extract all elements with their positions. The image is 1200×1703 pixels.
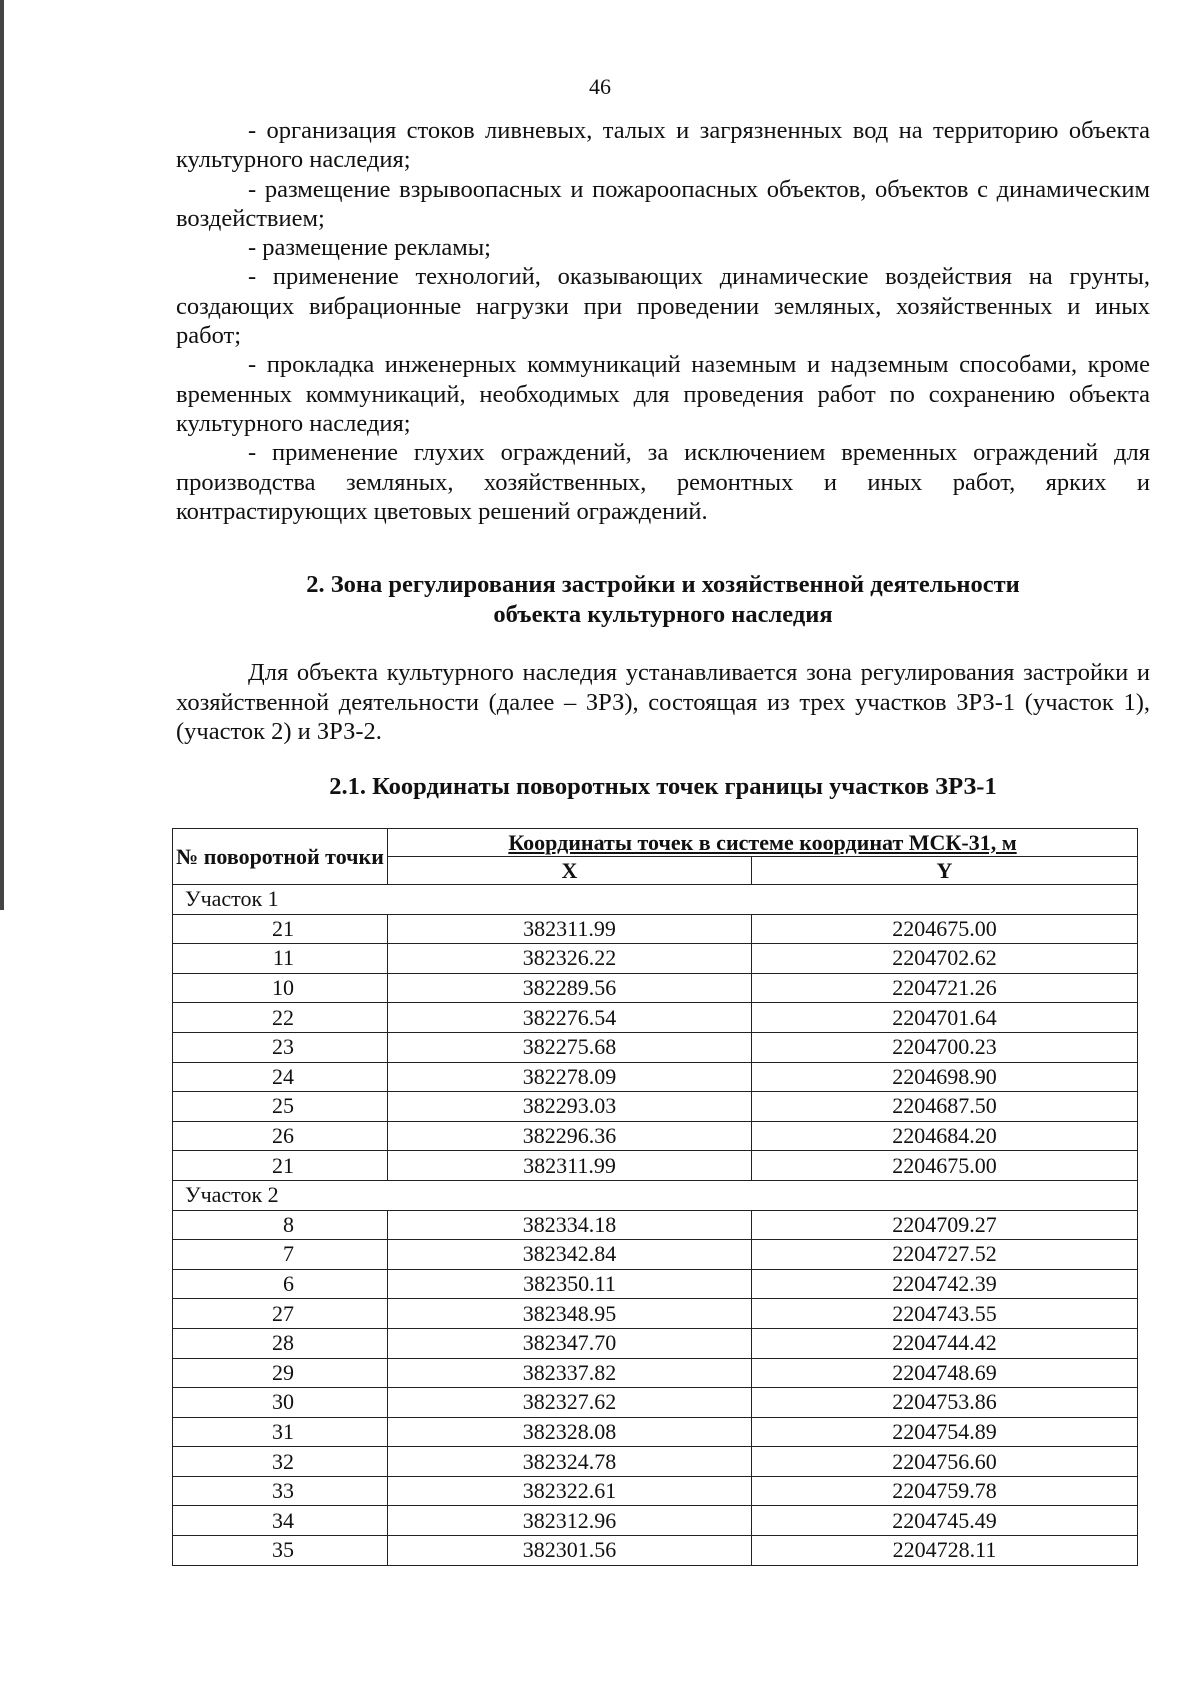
y-coordinate-cell: 2204687.50 — [752, 1092, 1138, 1122]
table-row — [173, 1210, 1138, 1240]
point-number-cell: 10 — [173, 973, 388, 1003]
table-row — [173, 1358, 1138, 1388]
section-heading-line: объекта культурного наследия — [493, 600, 833, 628]
section-row — [173, 1180, 1138, 1210]
y-coordinate-cell: 2204745.49 — [752, 1506, 1138, 1536]
y-coordinate-cell: 2204728.11 — [752, 1536, 1138, 1566]
y-coordinate-cell: 2204744.42 — [752, 1328, 1138, 1358]
coordinates-table — [172, 828, 1138, 1566]
point-number-cell: 35 — [173, 1536, 388, 1566]
y-coordinate-cell: 2204727.52 — [752, 1240, 1138, 1270]
table-row — [173, 944, 1138, 974]
y-coordinate-cell: 2204742.39 — [752, 1269, 1138, 1299]
y-coordinate-cell: 2204700.23 — [752, 1032, 1138, 1062]
header-point-number: № поворотной точки — [173, 829, 388, 885]
point-number-cell: 21 — [173, 1151, 388, 1181]
x-coordinate-cell: 382312.96 — [388, 1506, 752, 1536]
table-row — [173, 1003, 1138, 1033]
list-item: - применение глухих ограждений, за исключением временных ограждений для производства земляных, хозяйственных, ремонтных и иных работ, ярких и контрастирующих цветовых решений ограждений. — [176, 439, 1150, 525]
x-coordinate-cell: 382326.22 — [388, 944, 752, 974]
list-item: - размещение рекламы; — [248, 234, 491, 262]
table-row — [173, 1032, 1138, 1062]
section-row — [173, 885, 1138, 915]
y-coordinate-cell: 2204684.20 — [752, 1121, 1138, 1151]
point-number-cell: 21 — [173, 914, 388, 944]
point-number-cell: 25 — [173, 1092, 388, 1122]
table-title: 2.1. Координаты поворотных точек границы участков ЗРЗ-1 — [329, 773, 997, 800]
point-number-cell: 29 — [173, 1358, 388, 1388]
point-number-cell: 6 — [173, 1269, 388, 1299]
y-coordinate-cell: 2204748.69 — [752, 1358, 1138, 1388]
header-coordinates: Координаты точек в системе координат МСК-31, м — [388, 829, 1138, 857]
y-coordinate-cell: 2204721.26 — [752, 973, 1138, 1003]
section-label: Участок 1 — [173, 885, 1138, 915]
point-number-cell: 27 — [173, 1299, 388, 1329]
point-number-cell: 23 — [173, 1032, 388, 1062]
y-coordinate-cell: 2204754.89 — [752, 1417, 1138, 1447]
list-item: - применение технологий, оказывающих динамические воздействия на грунты, создающих вибрационные нагрузки при проведении земляных, хозяйственных и иных работ; — [176, 263, 1150, 350]
section-label: Участок 2 — [173, 1180, 1138, 1210]
point-number-cell: 31 — [173, 1417, 388, 1447]
x-coordinate-cell: 382347.70 — [388, 1328, 752, 1358]
table-row — [173, 1151, 1138, 1181]
y-coordinate-cell: 2204701.64 — [752, 1003, 1138, 1033]
y-coordinate-cell: 2204702.62 — [752, 944, 1138, 974]
x-coordinate-cell: 382328.08 — [388, 1417, 752, 1447]
point-number-cell: 11 — [173, 944, 388, 974]
table-row — [173, 1476, 1138, 1506]
y-coordinate-cell: 2204709.27 — [752, 1210, 1138, 1240]
y-coordinate-cell: 2204756.60 — [752, 1447, 1138, 1477]
list-item: - прокладка инженерных коммуникаций наземным и надземным способами, кроме временных коммуникаций, необходимых для проведения работ по сохранению объекта культурного наследия; — [176, 351, 1150, 437]
x-coordinate-cell: 382276.54 — [388, 1003, 752, 1033]
table-row — [173, 1447, 1138, 1477]
point-number-cell: 8 — [173, 1210, 388, 1240]
point-number-cell: 7 — [173, 1240, 388, 1270]
y-coordinate-cell: 2204675.00 — [752, 914, 1138, 944]
table-body — [173, 885, 1138, 1566]
table-row — [173, 914, 1138, 944]
table-row — [173, 1062, 1138, 1092]
point-number-cell: 28 — [173, 1328, 388, 1358]
x-coordinate-cell: 382293.03 — [388, 1092, 752, 1122]
table-row — [173, 1240, 1138, 1270]
table-row — [173, 1092, 1138, 1122]
table-row — [173, 1299, 1138, 1329]
x-coordinate-cell: 382311.99 — [388, 1151, 752, 1181]
table-row — [173, 1506, 1138, 1536]
table-row — [173, 1121, 1138, 1151]
x-coordinate-cell: 382301.56 — [388, 1536, 752, 1566]
x-coordinate-cell: 382324.78 — [388, 1447, 752, 1477]
x-coordinate-cell: 382334.18 — [388, 1210, 752, 1240]
section-heading-line: 2. Зона регулирования застройки и хозяйственной деятельности — [306, 571, 1020, 598]
header-y: Y — [752, 857, 1138, 885]
y-coordinate-cell: 2204698.90 — [752, 1062, 1138, 1092]
y-coordinate-cell: 2204743.55 — [752, 1299, 1138, 1329]
list-item: - организация стоков ливневых, талых и загрязненных вод на территорию объекта культурного наследия; — [176, 117, 1150, 174]
list-item: - размещение взрывоопасных и пожароопасных объектов, объектов с динамическим воздействием; — [176, 175, 1150, 232]
x-coordinate-cell: 382337.82 — [388, 1358, 752, 1388]
table-row — [173, 973, 1138, 1003]
x-coordinate-cell: 382311.99 — [388, 914, 752, 944]
x-coordinate-cell: 382322.61 — [388, 1476, 752, 1506]
x-coordinate-cell: 382350.11 — [388, 1269, 752, 1299]
table-row — [173, 1417, 1138, 1447]
table-row — [173, 1328, 1138, 1358]
point-number-cell: 34 — [173, 1506, 388, 1536]
x-coordinate-cell: 382289.56 — [388, 973, 752, 1003]
section-heading — [176, 570, 1150, 629]
y-coordinate-cell: 2204753.86 — [752, 1388, 1138, 1418]
point-number-cell: 33 — [173, 1476, 388, 1506]
point-number-cell: 22 — [173, 1003, 388, 1033]
table-row — [173, 1269, 1138, 1299]
point-number-cell: 30 — [173, 1388, 388, 1418]
x-coordinate-cell: 382275.68 — [388, 1032, 752, 1062]
point-number-cell: 26 — [173, 1121, 388, 1151]
table-row — [173, 1536, 1138, 1566]
y-coordinate-cell: 2204675.00 — [752, 1151, 1138, 1181]
x-coordinate-cell: 382342.84 — [388, 1240, 752, 1270]
table-row — [173, 1388, 1138, 1418]
header-x: X — [388, 857, 752, 885]
y-coordinate-cell: 2204759.78 — [752, 1476, 1138, 1506]
x-coordinate-cell: 382278.09 — [388, 1062, 752, 1092]
x-coordinate-cell: 382348.95 — [388, 1299, 752, 1329]
scan-page-edge — [0, 0, 4, 910]
intro-paragraph: Для объекта культурного наследия устанавливается зона регулирования застройки и хозяйственной деятельности (далее – ЗРЗ), состоящая из трех участков ЗРЗ-1 (участок 1), (участок 2) и ЗРЗ-2. — [176, 659, 1150, 745]
x-coordinate-cell: 382327.62 — [388, 1388, 752, 1418]
x-coordinate-cell: 382296.36 — [388, 1121, 752, 1151]
restrictions-list — [176, 116, 1150, 526]
point-number-cell: 24 — [173, 1062, 388, 1092]
point-number-cell: 32 — [173, 1447, 388, 1477]
page-number: 46 — [589, 74, 611, 99]
